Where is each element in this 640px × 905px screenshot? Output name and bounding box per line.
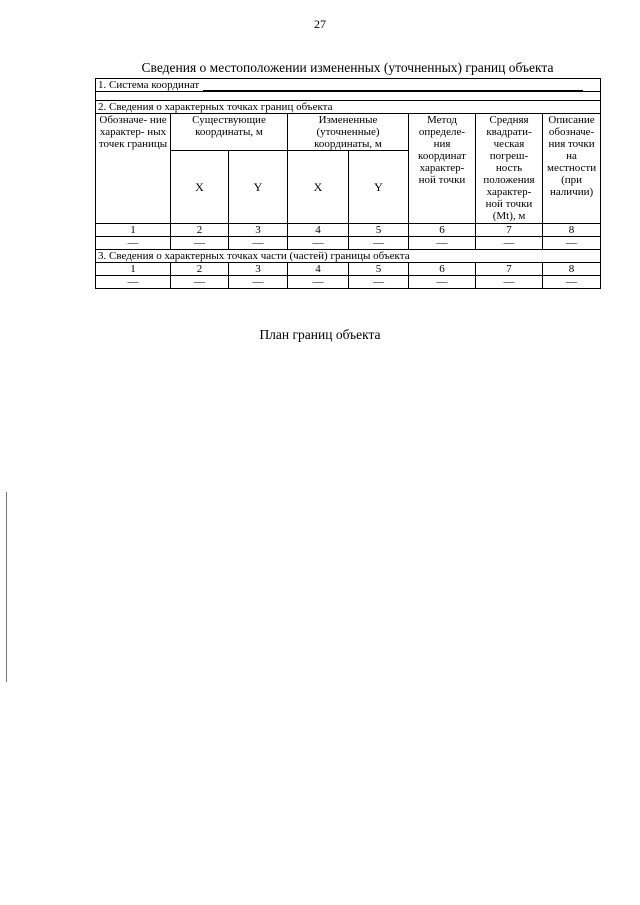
coordinate-system-value bbox=[203, 80, 583, 91]
table-cell: — bbox=[476, 276, 543, 289]
header-changed-y: Y bbox=[349, 151, 409, 224]
table-cell: — bbox=[349, 237, 409, 250]
blank-row bbox=[96, 92, 601, 101]
table-cell: — bbox=[96, 276, 171, 289]
section-boundary-points-heading: 2. Сведения о характерных точках границ объекта bbox=[96, 101, 601, 114]
coordinate-system-row bbox=[96, 79, 601, 92]
table-row bbox=[96, 237, 601, 250]
header-existing-y: Y bbox=[229, 151, 288, 224]
coordinate-system-label: 1. Система координат bbox=[98, 79, 200, 91]
column-number: 6 bbox=[409, 263, 476, 276]
column-number: 4 bbox=[288, 263, 349, 276]
column-number: 6 bbox=[409, 224, 476, 237]
scan-margin-line bbox=[6, 492, 7, 682]
table-cell: — bbox=[171, 237, 229, 250]
header-changed-x: X bbox=[288, 151, 349, 224]
column-numbers-row bbox=[96, 263, 601, 276]
column-number: 8 bbox=[543, 263, 601, 276]
header-point-description: Описание обозначе- ния точки на местности (при наличии) bbox=[543, 114, 601, 224]
column-number: 1 bbox=[96, 224, 171, 237]
table-cell: — bbox=[288, 237, 349, 250]
column-number: 2 bbox=[171, 263, 229, 276]
column-number: 1 bbox=[96, 263, 171, 276]
header-determination-method: Метод определе- ния координат характер- ной точки bbox=[409, 114, 476, 224]
column-number: 3 bbox=[229, 263, 288, 276]
column-numbers-row bbox=[96, 224, 601, 237]
column-number: 3 bbox=[229, 224, 288, 237]
table-cell: — bbox=[288, 276, 349, 289]
table-cell: — bbox=[96, 237, 171, 250]
table-row bbox=[96, 276, 601, 289]
page-number: 27 bbox=[314, 17, 326, 31]
header-existing-x: X bbox=[171, 151, 229, 224]
table-cell: — bbox=[229, 276, 288, 289]
boundary-points-table bbox=[95, 78, 601, 289]
plan-title: План границ объекта bbox=[259, 327, 381, 342]
header-existing-coordinates: Существующие координаты, м bbox=[171, 114, 288, 151]
table-cell: — bbox=[229, 237, 288, 250]
column-number: 7 bbox=[476, 263, 543, 276]
table-cell: — bbox=[543, 237, 601, 250]
document-title: Сведения о местоположении измененных (уточненных) границ объекта bbox=[141, 60, 554, 75]
table-cell: — bbox=[543, 276, 601, 289]
column-number: 4 bbox=[288, 224, 349, 237]
header-point-designation: Обозначе- ние характер- ных точек границы bbox=[96, 114, 171, 224]
column-number: 5 bbox=[349, 224, 409, 237]
table-cell: — bbox=[409, 276, 476, 289]
section-part-boundary-heading: 3. Сведения о характерных точках части (частей) границы объекта bbox=[96, 250, 601, 263]
table-cell: — bbox=[171, 276, 229, 289]
table-cell: — bbox=[349, 276, 409, 289]
column-number: 2 bbox=[171, 224, 229, 237]
header-mean-square-error: Средняя квадрати- ческая погреш- ность положения характер- ной точки (Mt), м bbox=[476, 114, 543, 224]
column-number: 7 bbox=[476, 224, 543, 237]
table-cell: — bbox=[409, 237, 476, 250]
table-cell: — bbox=[476, 237, 543, 250]
column-number: 8 bbox=[543, 224, 601, 237]
column-number: 5 bbox=[349, 263, 409, 276]
header-changed-coordinates: Измененные (уточненные) координаты, м bbox=[288, 114, 409, 151]
